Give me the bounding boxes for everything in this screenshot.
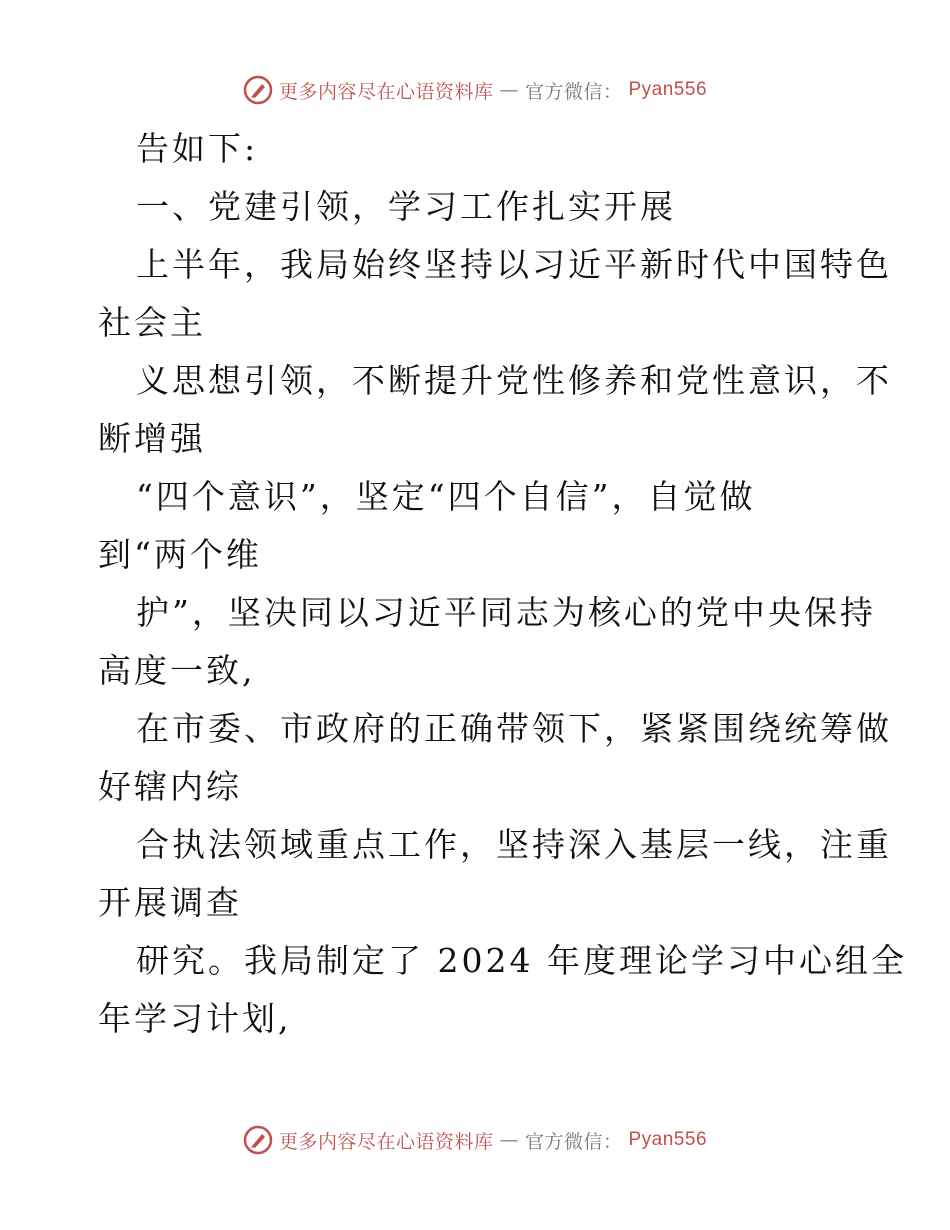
body-line: 义思想引领，不断提升党性修养和党性意识，不 (136, 361, 892, 400)
body-line: 高度一致, (98, 651, 256, 690)
body-line: 年学习计划, (98, 999, 292, 1038)
body-line: 断增强 (98, 419, 206, 458)
header-wechat-label: 官方微信： (524, 80, 623, 103)
body-line: 好辖内综 (98, 767, 242, 806)
body-line: 开展调查 (98, 883, 242, 922)
body-line: “四个意识”，坚定“四个自信”，自觉做 (136, 477, 756, 516)
body-line: 上半年，我局始终坚持以习近平新时代中国特色 (136, 245, 892, 284)
body-line: 护”，坚决同以习近平同志为核心的党中央保持 (136, 593, 876, 632)
page-header (0, 70, 950, 110)
body-line: 告如下: (136, 129, 259, 168)
body-line: 到“两个维 (98, 535, 262, 574)
pen-nib-icon (243, 1125, 273, 1155)
header-wechat-id: Pyan556 (628, 79, 708, 100)
footer-slogan: 更多内容尽在心语资料库 (278, 1130, 494, 1153)
header-brand (243, 75, 707, 105)
header-separator: — (499, 79, 519, 101)
body-line: 合执法领域重点工作，坚持深入基层一线，注重 (136, 825, 892, 864)
document-body (98, 120, 907, 1048)
body-line: 研究。我局制定了 2024 年度理论学习中心组全 (136, 941, 907, 980)
body-line: 在市委、市政府的正确带领下，紧紧围绕统筹做 (136, 709, 892, 748)
footer-separator: — (499, 1129, 519, 1151)
page-footer (0, 1120, 950, 1160)
footer-wechat-label: 官方微信： (524, 1130, 623, 1153)
footer-brand (243, 1125, 707, 1155)
header-slogan: 更多内容尽在心语资料库 (278, 80, 494, 103)
section-heading: 一、党建引领，学习工作扎实开展 (136, 187, 676, 226)
pen-nib-icon (243, 75, 273, 105)
body-line: 社会主 (98, 303, 206, 342)
footer-wechat-id: Pyan556 (628, 1129, 708, 1150)
